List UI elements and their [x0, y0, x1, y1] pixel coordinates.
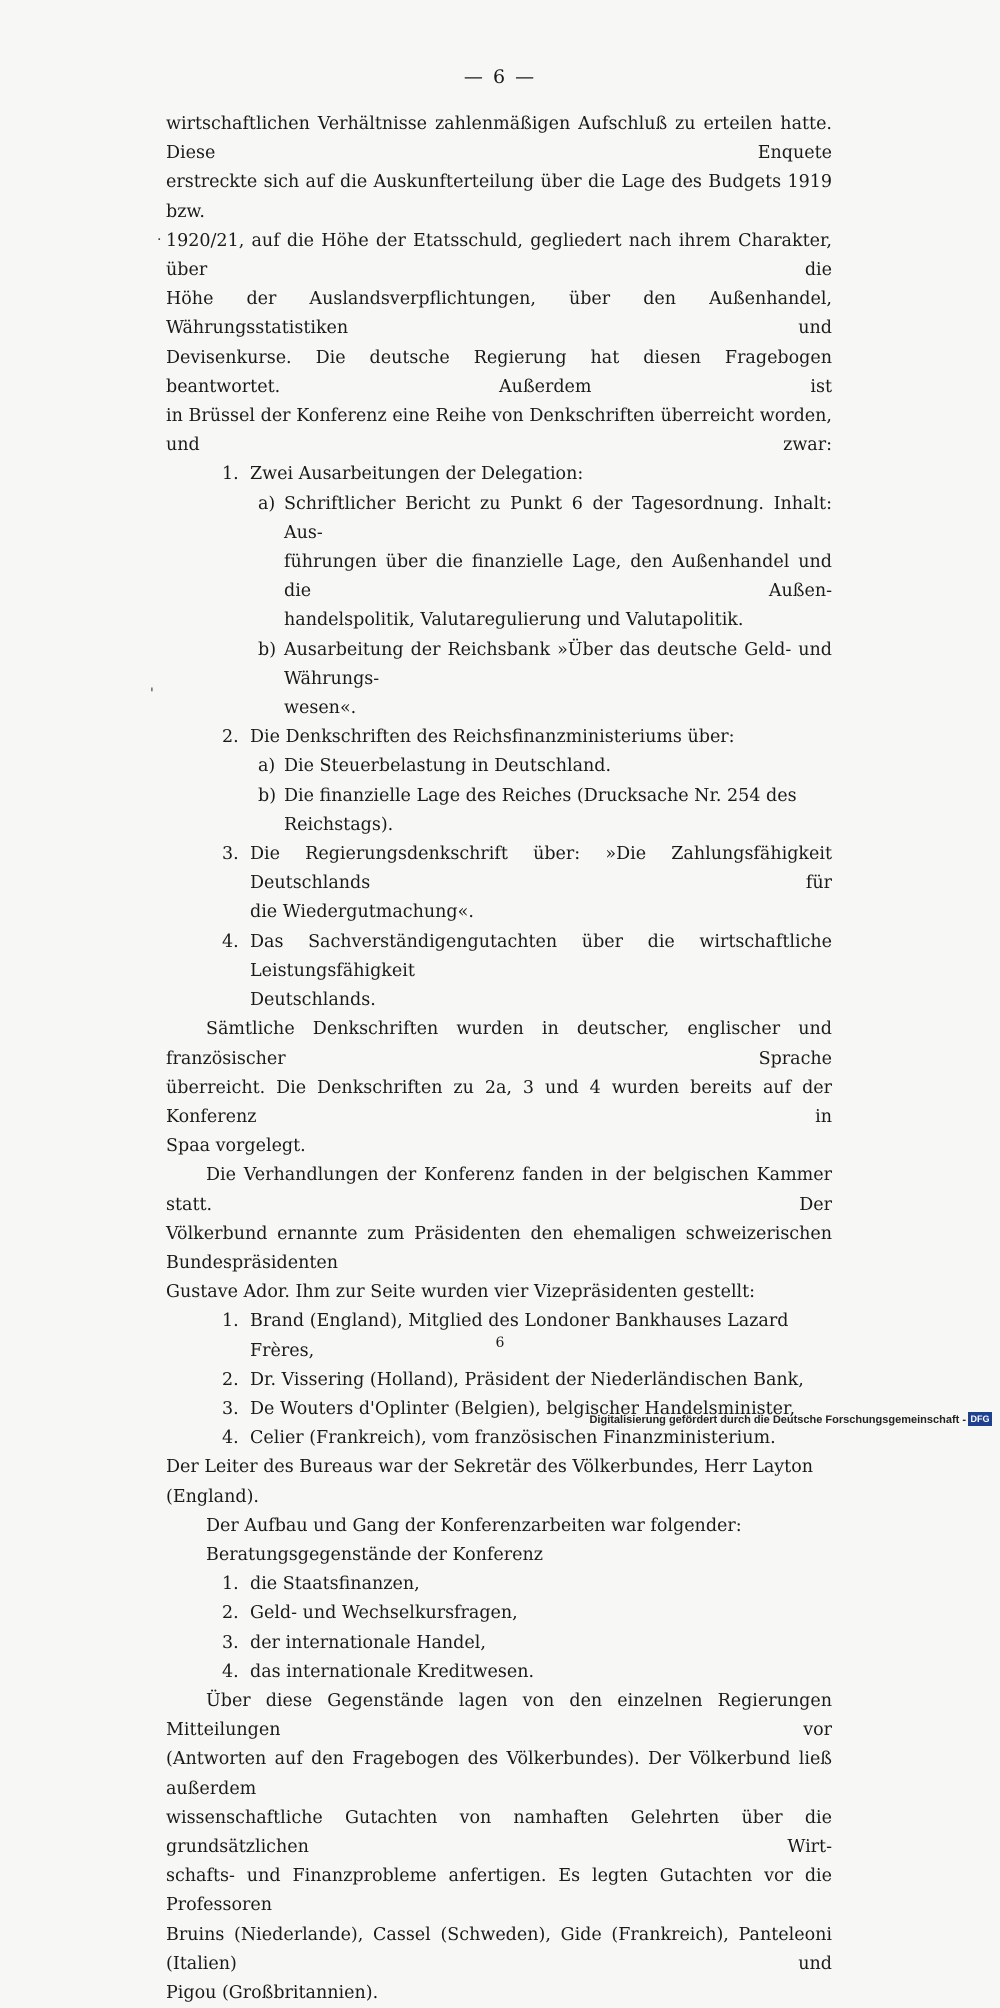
list-text: Dr. Vissering (Holland), Präsident der Niederländischen Bank, [250, 1369, 804, 1390]
list-text: Zwei Ausarbeitungen der Delegation: [250, 464, 584, 485]
page-header-number: — 6 — [463, 66, 537, 88]
text-line: Das Sachverständigengutachten über die wirtschaftliche Leistungsfähigkeit [250, 931, 832, 981]
text-line: Höhe der Auslandsverpflichtungen, über den Außenhandel, Währungsstatistiken und [166, 289, 832, 339]
sub-list-letter: b) [258, 639, 277, 660]
list-number: 1. [222, 1311, 239, 1332]
paragraph-1 [166, 110, 832, 460]
digitization-credit: Digitalisierung gefördert durch die Deutsche Forschungsgemeinschaft - [589, 1414, 966, 1426]
list-number: 3. [222, 844, 239, 865]
text-line: Ausarbeitung der Reichsbank »Über das deutsche Geld- und Währungs- [284, 639, 832, 689]
sub-list-letter: a) [258, 493, 276, 514]
list-item [166, 1599, 832, 1628]
text-line: (Antworten auf den Fragebogen des Völkerbundes). Der Völkerbund ließ außerdem [166, 1749, 832, 1799]
margin-mark: · [157, 232, 162, 248]
list-item [166, 840, 832, 928]
list-item [166, 723, 832, 752]
list-item [166, 1366, 832, 1395]
text-line: Deutschlands. [250, 990, 376, 1011]
text-line: Völkerbund ernannte zum Präsidenten den ehemaligen schweizerischen Bundespräsidenten [166, 1223, 832, 1273]
text-line: erstreckte sich auf die Auskunfterteilung über die Lage des Budgets 1919 bzw. [166, 172, 832, 222]
structure-line: Der Aufbau und Gang der Konferenzarbeiten war folgender: [206, 1515, 742, 1536]
list-number: 3. [222, 1632, 239, 1653]
list-text: Brand (England), Mitglied des Londoner Bankhauses Lazard Frères, [250, 1311, 789, 1361]
list-number: 4. [222, 1661, 239, 1682]
list-number: 2. [222, 1603, 239, 1624]
text-line: die Wiedergutmachung«. [250, 902, 474, 923]
text-line: Sämtliche Denkschriften wurden in deutscher, englischer und französischer Sprache [166, 1019, 832, 1069]
list-text: die Staatsfinanzen, [250, 1574, 420, 1595]
list-number: 2. [222, 1369, 239, 1390]
list-item [166, 1629, 832, 1658]
text-line: Die Verhandlungen der Konferenz fanden in der belgischen Kammer statt. Der [166, 1165, 832, 1215]
text-line: Über diese Gegenstände lagen von den einzelnen Regierungen Mitteilungen vor [166, 1690, 832, 1741]
text-line: überreicht. Die Denkschriften zu 2a, 3 und 4 wurden bereits auf der Konferenz in [166, 1077, 832, 1127]
margin-mark: ' [150, 686, 154, 702]
list-item [166, 1424, 832, 1453]
vice-president-list [166, 1307, 832, 1453]
text-line: handelspolitik, Valutaregulierung und Valutapolitik. [284, 610, 744, 631]
footer-page-number: 6 [495, 1335, 505, 1351]
list-item [166, 1658, 832, 1687]
text-line: Die Regierungsdenkschrift über: »Die Zahlungsfähigkeit Deutschlands für [250, 844, 832, 894]
list-item [166, 928, 832, 1016]
text-line: Bruins (Niederlande), Cassel (Schweden), Gide (Frankreich), Panteleoni (Italien) und [166, 1924, 832, 1974]
list-number: 1. [222, 464, 239, 485]
sub-list-item [166, 782, 832, 840]
text-line: in Brüssel der Konferenz eine Reihe von Denkschriften überreicht worden, und zwar: [166, 406, 832, 456]
list-text: Celier (Frankreich), vom französischen Finanzministerium. [250, 1428, 776, 1449]
list-text: der internationale Handel, [250, 1632, 486, 1653]
list-number: 4. [222, 1428, 239, 1449]
list-number: 2. [222, 727, 239, 748]
list-item [166, 1570, 832, 1599]
list-text: das internationale Kreditwesen. [250, 1661, 535, 1682]
text-line: wissenschaftliche Gutachten von namhaften Gelehrten über die grundsätzlichen Wirt- [166, 1807, 832, 1857]
body-text [166, 110, 832, 2008]
list-text: De Wouters d'Oplinter (Belgien), belgischer Handelsminister, [250, 1398, 796, 1419]
list-number: 1. [222, 1574, 239, 1595]
dfg-logo-icon: DFG [968, 1412, 992, 1426]
text-line: Schriftlicher Bericht zu Punkt 6 der Tagesordnung. Inhalt: Aus- [284, 493, 832, 543]
text-line: 1920/21, auf die Höhe der Etatsschuld, gegliedert nach ihrem Charakter, über die [166, 230, 832, 281]
topics-heading: Beratungsgegenstände der Konferenz [206, 1544, 543, 1565]
bureau-line: Der Leiter des Bureaus war der Sekretär des Völkerbundes, Herr Layton (England). [166, 1457, 813, 1507]
text-line: wirtschaftlichen Verhältnisse zahlenmäßigen Aufschluß zu erteilen hatte. Diese Enquete [166, 114, 832, 164]
list-text: Die Denkschriften des Reichsfinanzministeriums über: [250, 727, 735, 748]
text-line: führungen über die finanzielle Lage, den Außenhandel und die Außen- [284, 552, 832, 602]
paragraph-3 [166, 1161, 832, 1307]
list-text: Geld- und Wechselkursfragen, [250, 1603, 518, 1624]
text-line: schafts- und Finanzprobleme anfertigen. Es legten Gutachten vor die Professoren [166, 1866, 832, 1916]
list-text: Die Steuerbelastung in Deutschland. [284, 756, 612, 777]
sub-list-letter: b) [258, 785, 277, 806]
list-item [166, 460, 832, 489]
sub-list-item [166, 752, 832, 781]
list-number: 4. [222, 931, 239, 952]
sub-list-item [166, 490, 832, 636]
text-line: wesen«. [284, 698, 357, 719]
text-line: Gustave Ador. Ihm zur Seite wurden vier Vizepräsidenten gestellt: [166, 1282, 756, 1303]
text-line: Devisenkurse. Die deutsche Regierung hat diesen Fragebogen beantwortet. Außerdem ist [166, 347, 832, 397]
paragraph-2 [166, 1015, 832, 1161]
list-text: Die finanzielle Lage des Reiches (Drucksache Nr. 254 des Reichstags). [284, 785, 797, 835]
memoranda-list [166, 460, 832, 1015]
list-number: 3. [222, 1398, 239, 1419]
text-line: Spaa vorgelegt. [166, 1136, 306, 1157]
topics-list [166, 1570, 832, 1687]
paragraph-4 [166, 1687, 832, 2008]
sub-list-item [166, 636, 832, 724]
text-line: Pigou (Großbritannien). [166, 1983, 379, 2003]
sub-list-letter: a) [258, 756, 276, 777]
